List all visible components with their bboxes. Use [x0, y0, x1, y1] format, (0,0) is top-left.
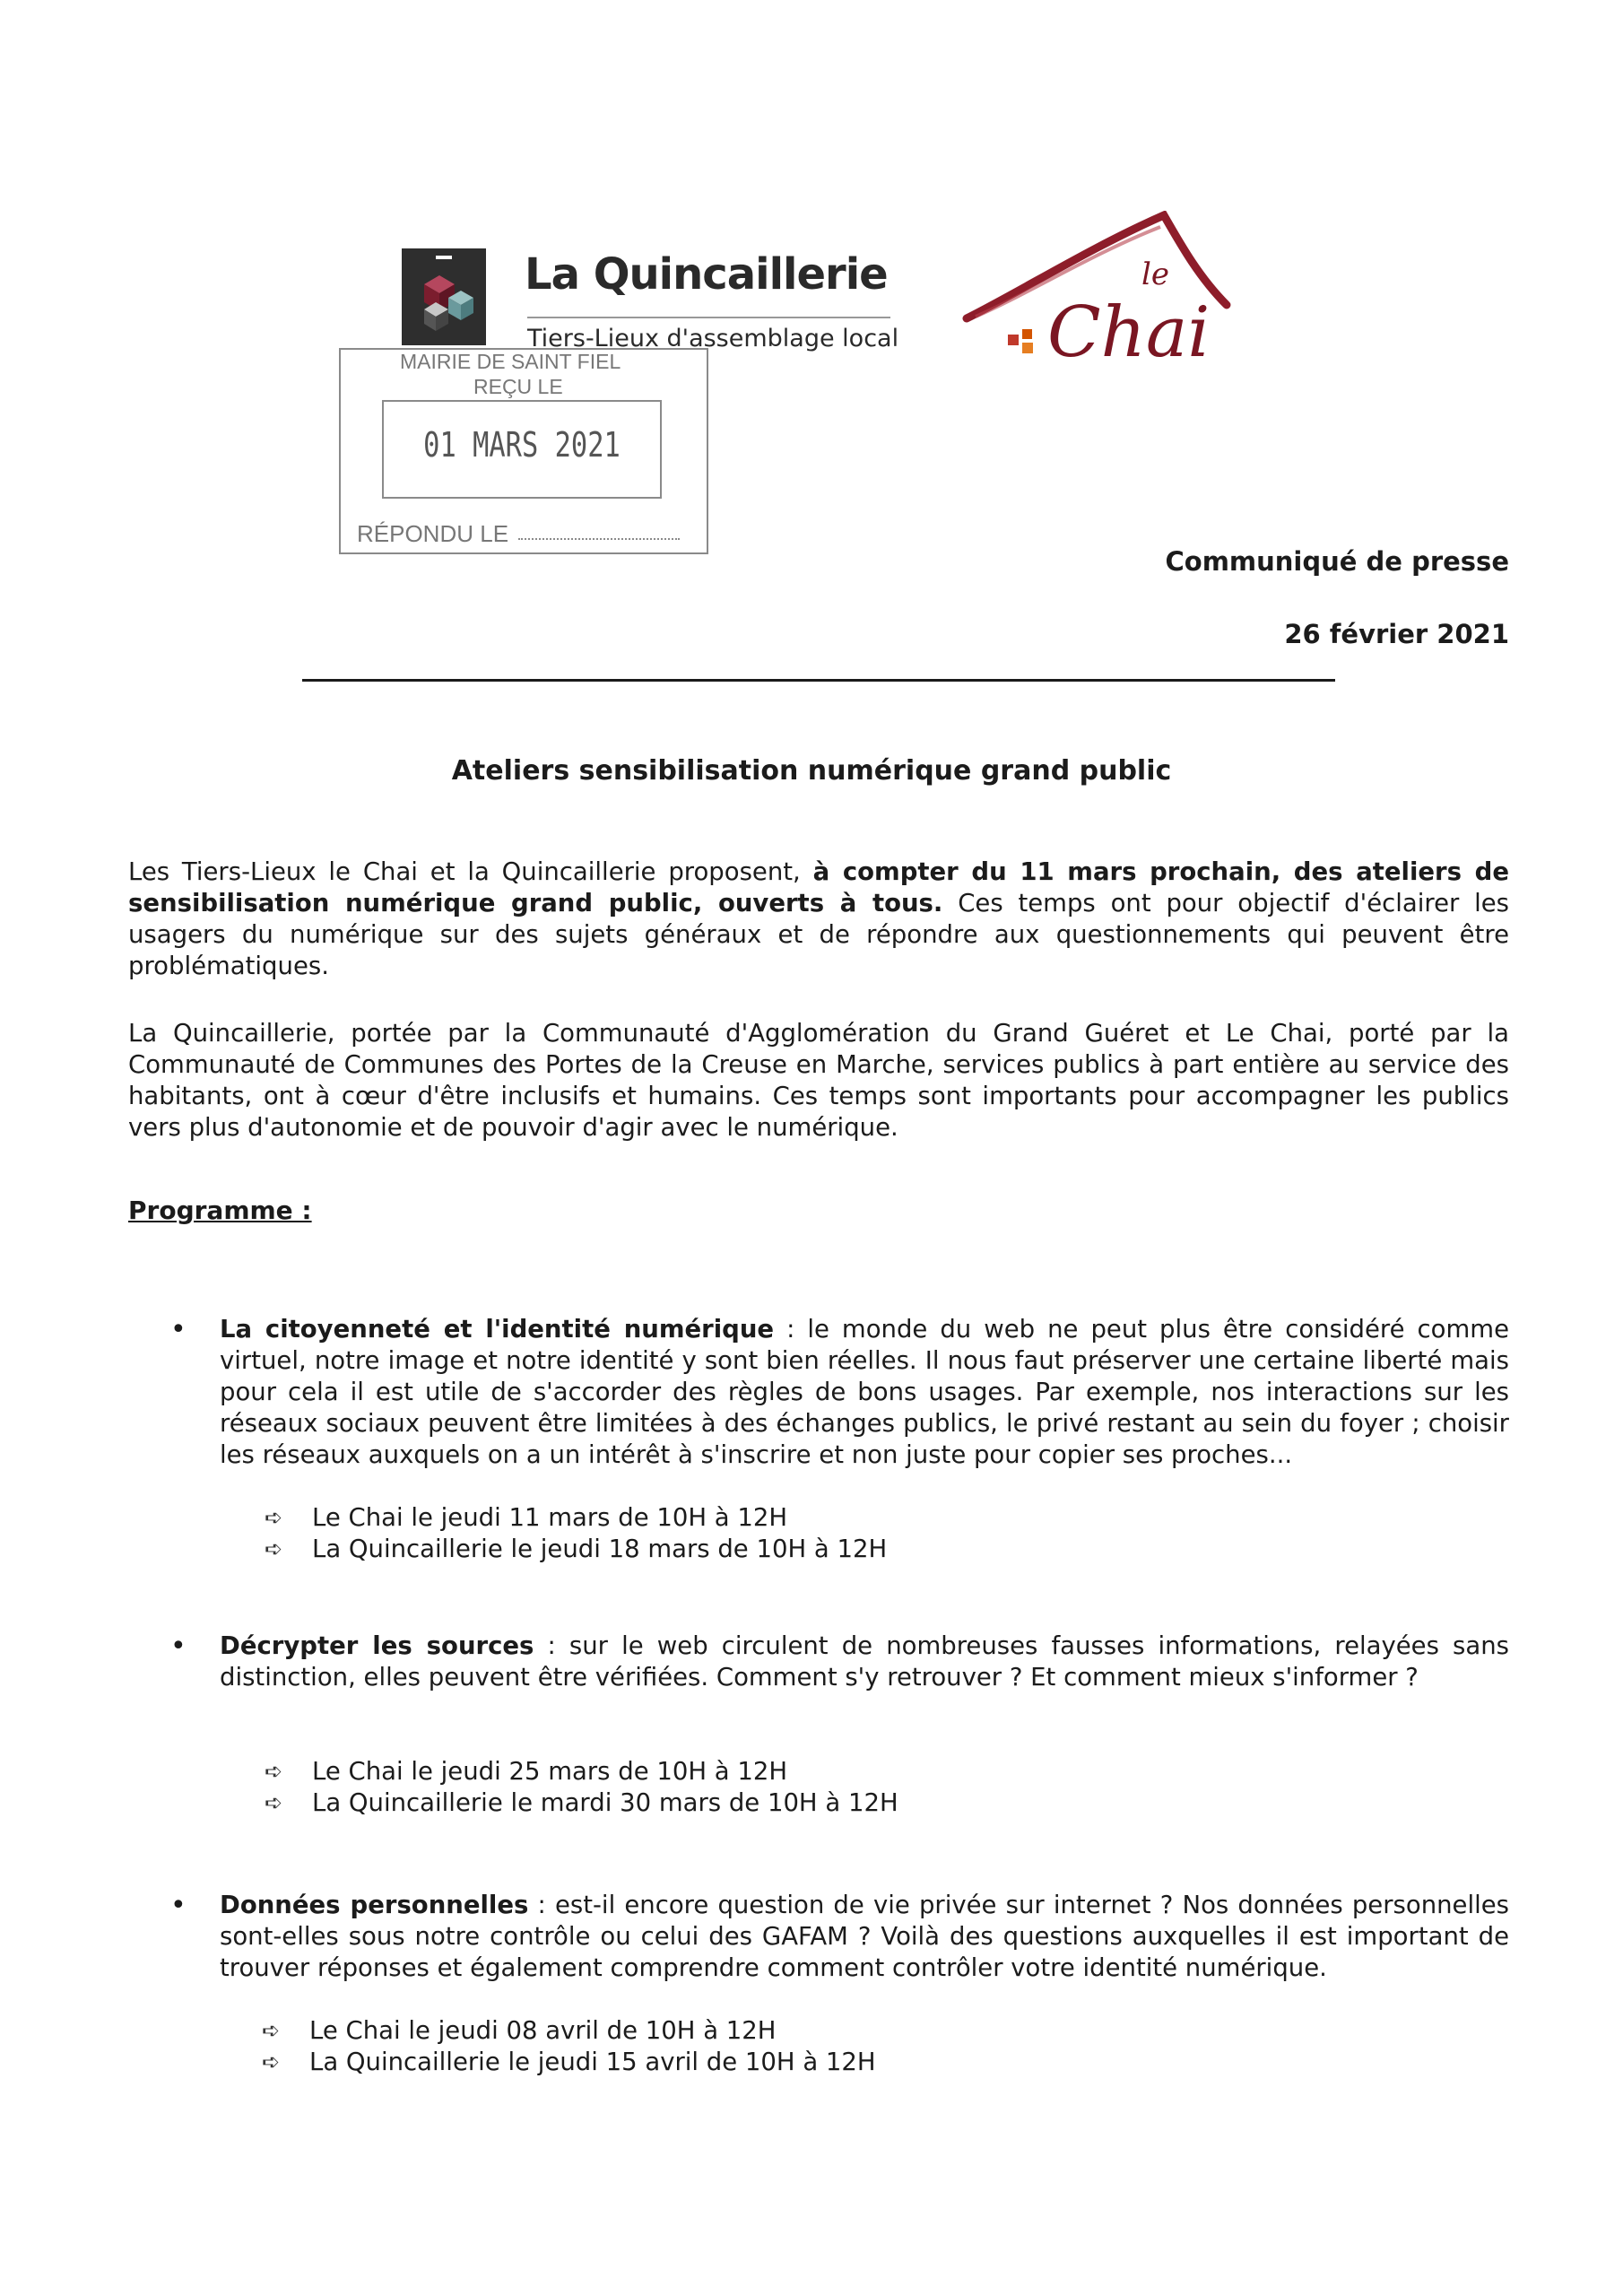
arrow-icon: ➪: [265, 1790, 283, 1815]
session-line: La Quincaillerie le mardi 30 mars de 10H à 12H: [312, 1788, 898, 1817]
intro-paragraph: Les Tiers-Lieux le Chai et la Quincaillerie proposent, à compter du 11 mars prochain, des ateliers de sensibilisation numérique grand public, ouverts à tous. Ces temps ont pour objectif d'éclairer les usagers du numérique sur des sujets généraux et de répondre aux questionnements qui peuvent être problématiques.: [128, 857, 1510, 980]
stamp-mairie: MAIRIE DE SAINT FIEL: [400, 350, 621, 373]
reception-stamp: [339, 348, 708, 554]
quincaillerie-logo-subtitle: Tiers-Lieux d'assemblage local: [527, 325, 899, 352]
header-divider: [302, 679, 1335, 682]
stamp-date: 01 MARS 2021: [423, 425, 621, 465]
session-line: La Quincaillerie le jeudi 18 mars de 10H à 12H: [312, 1535, 888, 1563]
programme-item: La citoyenneté et l'identité numérique : le monde du web ne peut plus être considéré comme virtuel, notre image et notre identité y sont bien réelles. Il nous faut préserver une certaine liberté mais pour cela il est utile de s'accorder des règles de bons usages. Par exemple, nos interactions sur les réseaux sociaux peuvent être limitées à des échanges publics, le privé restant au sein du foyer ; choisir les réseaux auxquels on a un intérêt à s'inscrire et non juste pour copier ses proches...: [220, 1315, 1509, 1469]
le-chai-logo: [958, 211, 1245, 372]
programme-heading: Programme :: [128, 1196, 312, 1225]
programme-item: Décrypter les sources : sur le web circulent de nombreuses fausses informations, relayées sans distinction, elles peuvent être vérifiées. Comment s'y retrouver ? Et comment mieux s'informer ?: [220, 1631, 1509, 1692]
bullet: •: [170, 1890, 187, 1921]
context-paragraph: La Quincaillerie, portée par la Communauté d'Agglomération du Grand Guéret et Le Chai, porté par la Communauté de Communes des Portes de la Creuse en Marche, services publics à part entière au service des habitants, ont à cœur d'être inclusifs et humains. Ces temps sont importants pour accompagner les publics vers plus d'autonomie et de pouvoir d'agir avec le numérique.: [128, 1019, 1509, 1142]
chai-logo-le: le: [1141, 257, 1169, 292]
session-line: Le Chai le jeudi 11 mars de 10H à 12H: [312, 1503, 788, 1532]
programme-item: Données personnelles : est-il encore question de vie privée sur internet ? Nos données personnelles sont-elles sous notre contrôle ou celui des GAFAM ? Voilà des questions auxquelles il est important de trouver réponses et également comprendre comment contrôler votre identité numérique.: [220, 1891, 1509, 1982]
logo-divider: [527, 317, 890, 318]
arrow-icon: ➪: [262, 2049, 281, 2074]
stamp-dotted-line: [518, 538, 680, 540]
session-line: La Quincaillerie le jeudi 15 avril de 10H à 12H: [309, 2048, 876, 2076]
bullet: •: [170, 1631, 187, 1662]
quincaillerie-logo-title: La Quincaillerie: [525, 249, 888, 300]
quincaillerie-logo-mark: [402, 248, 486, 345]
arrow-icon: ➪: [262, 2018, 281, 2043]
stamp-date-box: [382, 400, 662, 499]
document-title: Ateliers sensibilisation numérique grand public: [451, 755, 1172, 787]
stamp-recu-le: REÇU LE: [473, 375, 563, 398]
arrow-icon: ➪: [265, 1759, 283, 1784]
stamp-repondu-le: RÉPONDU LE: [357, 520, 509, 547]
document-type: Communiqué de presse: [1165, 546, 1509, 577]
arrow-icon: ➪: [265, 1536, 283, 1561]
session-line: Le Chai le jeudi 08 avril de 10H à 12H: [309, 2016, 777, 2045]
document-date: 26 février 2021: [1284, 619, 1509, 649]
chai-logo-word: Chai: [1047, 292, 1211, 372]
session-line: Le Chai le jeudi 25 mars de 10H à 12H: [312, 1757, 788, 1786]
arrow-icon: ➪: [265, 1505, 283, 1530]
bullet: •: [170, 1314, 187, 1345]
